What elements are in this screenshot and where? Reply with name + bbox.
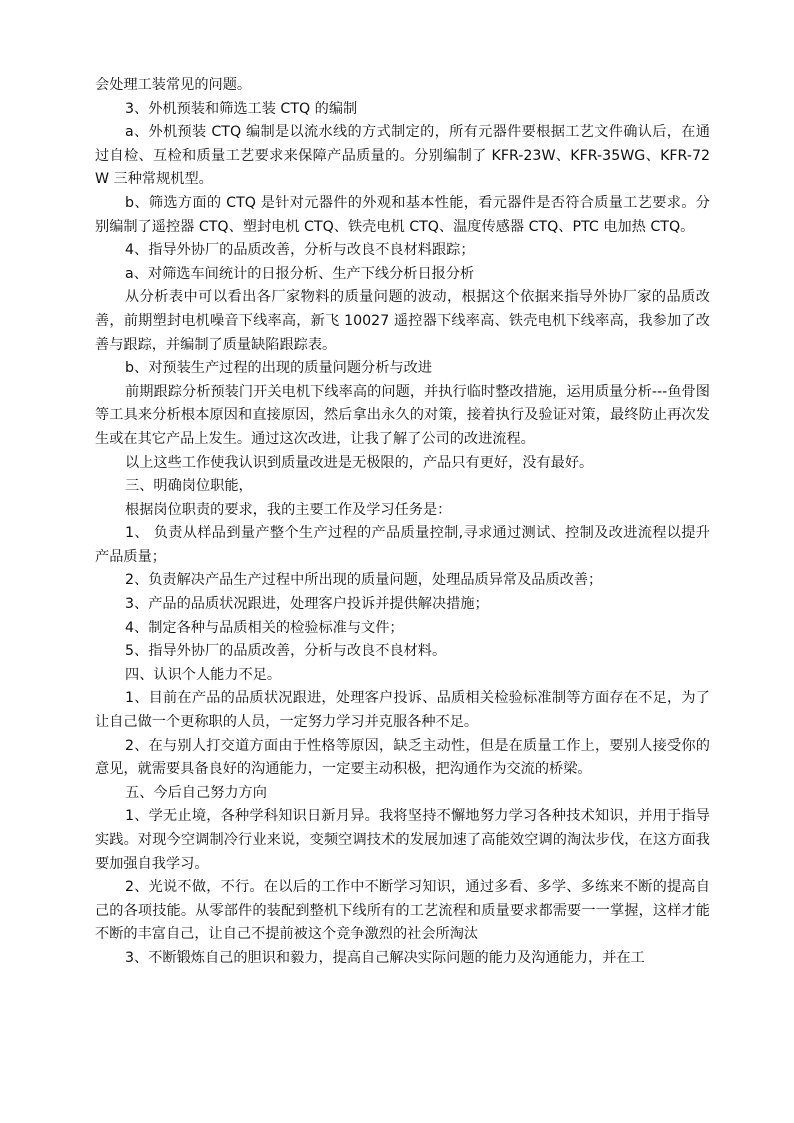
paragraph-1: 会处理工装常见的问题。 xyxy=(95,77,252,93)
paragraph-fishbone-analysis: 前期跟踪分析预装门开关电机下线率高的问题，并执行临时整改措施，运用质量分析---鱼骨图等工具来分析根本原因和直接原因，然后拿出永久的对策，接着执行及验证对策，最终防止再次发生或在其它产品上发生。通过这次改进，让我了解了公司的改进流程。 xyxy=(95,383,710,447)
direction-item-2: 2、光说不做，不行。在以后的工作中不断学习知识，通过多看、多学、多练来不断的提高自己的各项技能。从零部件的装配到整机下线所有的工艺流程和质量要求都需要一一掌握，这样才能不断的丰富自己，让自己不提前被这个竞争激烈的社会所淘汰 xyxy=(95,879,710,943)
paragraph-supplier-improvement: 从分析表中可以看出各厂家物料的质量问题的波动，根据这个依据来指导外协厂家的品质改善，前期塑封电机噪音下线率高，新飞 10027 遥控器下线率高、铁壳电机下线率高，我参加了改善与跟踪，并编制了质量缺陷跟踪表。 xyxy=(95,289,710,353)
duty-item-4: 4、制定各种与品质相关的检验标准与文件； xyxy=(125,619,404,636)
heading-supplier-guidance: 4、指导外协厂的品质改善，分析与改良不良材料跟踪； xyxy=(125,242,475,259)
duty-item-3: 3、产品的品质状况跟进，处理客户投诉并提供解决措施； xyxy=(125,596,489,613)
heading-section-five: 五、今后自己努力方向 xyxy=(125,784,267,801)
paragraph-screening-ctq: b、筛选方面的 CTQ 是针对元器件的外观和基本性能，看元器件是否符合质量工艺要求。分别编制了遥控器 CTQ、塑封电机 CTQ、铁壳电机 CTQ、温度传感器 CTQ、PTC 电加热 CTQ。 xyxy=(95,194,710,235)
heading-section-three: 三、明确岗位职能， xyxy=(125,478,253,495)
duty-item-5: 5、指导外协厂的品质改善，分析与改良不良材料。 xyxy=(125,643,447,660)
heading-ctq-compilation: 3、外机预装和筛选工装 CTQ 的编制 xyxy=(125,100,358,117)
paragraph-preassembly-ctq: a、外机预装 CTQ 编制是以流水线的方式制定的，所有元器件要根据工艺文件确认后，在通过自检、互检和质量工艺要求来保障产品质量的。分别编制了 KFR-23W、KFR-35WG、KFR-72W 三种常规机型。 xyxy=(95,124,710,188)
shortcoming-item-1: 1、目前在产品的品质状况跟进，处理客户投诉、品质相关检验标准制等方面存在不足，为了让自己做一个更称职的人员，一定努力学习并克服各种不足。 xyxy=(95,690,710,731)
duty-item-2: 2、负责解决产品生产过程中所出现的质量问题，处理品质异常及品质改善； xyxy=(125,572,603,589)
direction-item-3: 3、不断锻炼自己的胆识和毅力，提高自己解决实际问题的能力及沟通能力，并在工 xyxy=(125,949,645,966)
paragraph-quality-reflection: 以上这些工作使我认识到质量改进是无极限的，产品只有更好，没有最好。 xyxy=(125,454,594,471)
paragraph-duties-intro: 根据岗位职责的要求，我的主要工作及学习任务是： xyxy=(125,501,452,518)
subheading-daily-report-analysis: a、对筛选车间统计的日报分析、生产下线分析日报分析 xyxy=(125,265,475,282)
duty-item-1: 1、 负责从样品到量产整个生产过程的产品质量控制,寻求通过测试、控制及改进流程以提升产品质量； xyxy=(95,525,710,565)
heading-section-four: 四、认识个人能力不足。 xyxy=(125,666,282,683)
subheading-preassembly-issues: b、对预装生产过程的出现的质量问题分析与改进 xyxy=(125,360,432,377)
shortcoming-item-2: 2、在与别人打交道方面由于性格等原因，缺乏主动性，但是在质量工作上，要别人接受你的意见，就需要具备良好的沟通能力，一定要主动积极，把沟通作为交流的桥梁。 xyxy=(95,737,710,778)
document-body xyxy=(95,74,710,971)
direction-item-1: 1、学无止境，各种学科知识日新月异。我将坚持不懈地努力学习各种技术知识，并用于指导实践。对现今空调制冷行业来说，变频空调技术的发展加速了高能效空调的淘汰步伐，在这方面我要加强自我学习。 xyxy=(95,808,710,872)
